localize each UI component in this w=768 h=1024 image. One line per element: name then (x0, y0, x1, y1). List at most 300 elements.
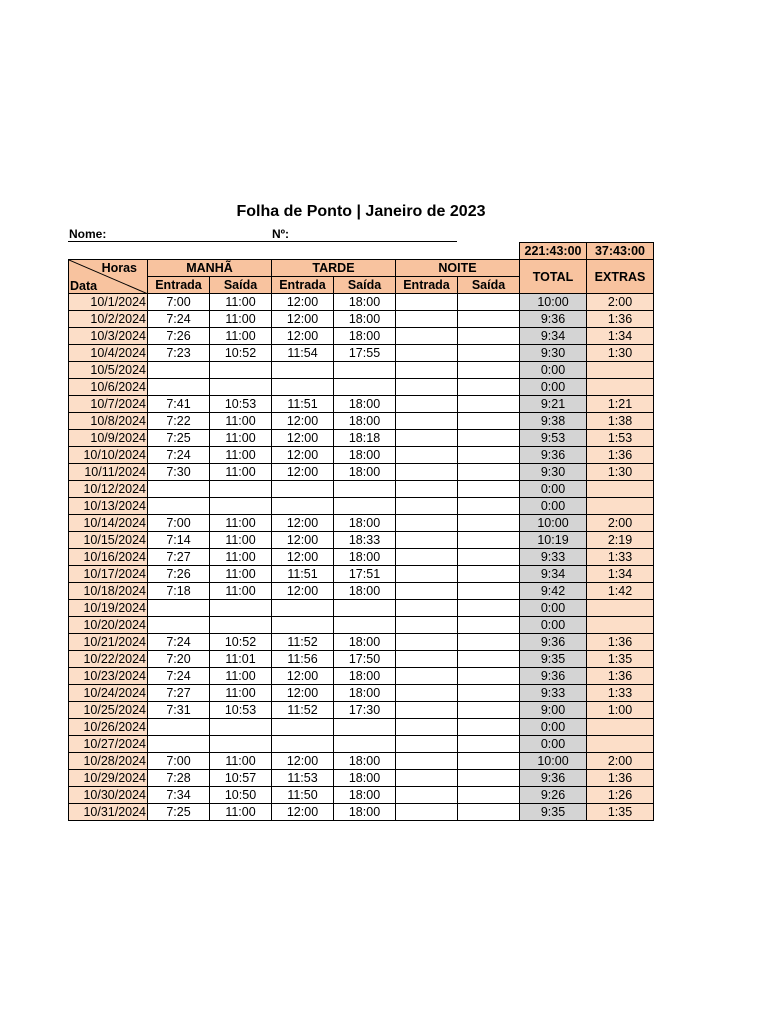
tarde-saida-cell[interactable]: 17:55 (334, 345, 396, 362)
total-cell[interactable]: 0:00 (520, 719, 587, 736)
tarde-entrada-cell[interactable] (272, 362, 334, 379)
table-row (69, 634, 654, 651)
tarde-saida-cell[interactable]: 18:00 (334, 583, 396, 600)
tarde-entrada-cell[interactable] (272, 379, 334, 396)
tarde-header: TARDE (272, 260, 396, 277)
noite-entrada-cell[interactable] (396, 583, 458, 600)
tarde-entrada-cell[interactable]: 12:00 (272, 583, 334, 600)
manha-saida-cell[interactable]: 11:00 (210, 464, 272, 481)
total-cell[interactable]: 0:00 (520, 362, 587, 379)
total-cell[interactable]: 9:21 (520, 396, 587, 413)
date-cell[interactable]: 10/5/2024 (69, 362, 148, 379)
noite-entrada-cell[interactable] (396, 430, 458, 447)
noite-entrada-cell[interactable] (396, 685, 458, 702)
table-row (69, 668, 654, 685)
noite-entrada-header: Entrada (396, 277, 458, 294)
noite-saida-cell[interactable] (458, 413, 520, 430)
manha-saida-cell[interactable]: 11:00 (210, 430, 272, 447)
manha-entrada-cell[interactable]: 7:27 (148, 549, 210, 566)
extras-cell[interactable]: 1:42 (587, 583, 654, 600)
noite-saida-cell[interactable] (458, 634, 520, 651)
manha-entrada-cell[interactable]: 7:25 (148, 430, 210, 447)
date-cell[interactable]: 10/9/2024 (69, 430, 148, 447)
manha-saida-cell[interactable]: 11:00 (210, 753, 272, 770)
extras-cell[interactable] (587, 736, 654, 753)
noite-entrada-cell[interactable] (396, 515, 458, 532)
noite-entrada-cell[interactable] (396, 668, 458, 685)
extras-cell[interactable]: 1:36 (587, 668, 654, 685)
manha-saida-cell[interactable] (210, 600, 272, 617)
noite-saida-cell[interactable] (458, 481, 520, 498)
date-cell[interactable]: 10/16/2024 (69, 549, 148, 566)
tarde-entrada-cell[interactable]: 12:00 (272, 753, 334, 770)
noite-entrada-cell[interactable] (396, 379, 458, 396)
date-cell[interactable]: 10/24/2024 (69, 685, 148, 702)
date-cell[interactable]: 10/13/2024 (69, 498, 148, 515)
total-cell[interactable]: 10:00 (520, 294, 587, 311)
manha-entrada-cell[interactable]: 7:24 (148, 311, 210, 328)
extras-cell[interactable] (587, 719, 654, 736)
noite-saida-cell[interactable] (458, 311, 520, 328)
noite-saida-cell[interactable] (458, 804, 520, 821)
tarde-saida-cell[interactable]: 18:00 (334, 328, 396, 345)
noite-entrada-cell[interactable] (396, 600, 458, 617)
noite-saida-cell[interactable] (458, 430, 520, 447)
name-field[interactable] (68, 226, 457, 242)
manha-entrada-cell[interactable] (148, 719, 210, 736)
noite-entrada-cell[interactable] (396, 294, 458, 311)
tarde-saida-cell[interactable]: 18:33 (334, 532, 396, 549)
noite-saida-cell[interactable] (458, 447, 520, 464)
tarde-saida-cell[interactable] (334, 719, 396, 736)
date-cell[interactable]: 10/29/2024 (69, 770, 148, 787)
manha-saida-cell[interactable]: 10:53 (210, 702, 272, 719)
noite-entrada-cell[interactable] (396, 617, 458, 634)
manha-saida-cell[interactable] (210, 379, 272, 396)
tarde-saida-cell[interactable]: 18:00 (334, 685, 396, 702)
tarde-entrada-cell[interactable]: 11:52 (272, 702, 334, 719)
total-header: TOTAL (520, 260, 587, 294)
manha-saida-cell[interactable]: 11:00 (210, 515, 272, 532)
table-row (69, 804, 654, 821)
tarde-entrada-cell[interactable]: 12:00 (272, 668, 334, 685)
tarde-saida-cell[interactable]: 18:00 (334, 464, 396, 481)
manha-entrada-cell[interactable]: 7:00 (148, 294, 210, 311)
date-cell[interactable]: 10/7/2024 (69, 396, 148, 413)
manha-saida-cell[interactable]: 10:50 (210, 787, 272, 804)
extras-cell[interactable]: 2:00 (587, 515, 654, 532)
manha-saida-cell[interactable]: 11:00 (210, 447, 272, 464)
extras-cell[interactable]: 1:35 (587, 651, 654, 668)
noite-saida-cell[interactable] (458, 583, 520, 600)
tarde-entrada-cell[interactable] (272, 736, 334, 753)
extras-cell[interactable] (587, 481, 654, 498)
noite-entrada-cell[interactable] (396, 804, 458, 821)
tarde-entrada-cell[interactable]: 12:00 (272, 804, 334, 821)
table-row (69, 566, 654, 583)
extras-cell[interactable]: 1:34 (587, 566, 654, 583)
table-row (69, 617, 654, 634)
noite-saida-cell[interactable] (458, 464, 520, 481)
extras-cell[interactable]: 2:00 (587, 753, 654, 770)
noite-entrada-cell[interactable] (396, 447, 458, 464)
total-cell[interactable]: 9:34 (520, 328, 587, 345)
table-row (69, 787, 654, 804)
noite-saida-cell[interactable] (458, 379, 520, 396)
manha-entrada-cell[interactable]: 7:18 (148, 583, 210, 600)
extras-cell[interactable] (587, 498, 654, 515)
manha-entrada-cell[interactable] (148, 362, 210, 379)
manha-saida-cell[interactable]: 11:00 (210, 685, 272, 702)
tarde-entrada-cell[interactable]: 12:00 (272, 294, 334, 311)
tarde-saida-cell[interactable]: 18:00 (334, 294, 396, 311)
noite-saida-cell[interactable] (458, 294, 520, 311)
number-label: Nº: (272, 227, 290, 241)
date-cell[interactable]: 10/3/2024 (69, 328, 148, 345)
extras-cell[interactable]: 1:38 (587, 413, 654, 430)
date-cell[interactable]: 10/2/2024 (69, 311, 148, 328)
extras-cell[interactable]: 1:30 (587, 464, 654, 481)
manha-saida-cell[interactable] (210, 617, 272, 634)
extras-cell[interactable] (587, 600, 654, 617)
manha-saida-cell[interactable]: 11:00 (210, 532, 272, 549)
date-cell[interactable]: 10/25/2024 (69, 702, 148, 719)
total-cell[interactable]: 10:19 (520, 532, 587, 549)
date-cell[interactable]: 10/20/2024 (69, 617, 148, 634)
tarde-saida-cell[interactable]: 18:00 (334, 634, 396, 651)
noite-entrada-cell[interactable] (396, 566, 458, 583)
total-cell[interactable]: 0:00 (520, 379, 587, 396)
table-row (69, 379, 654, 396)
tarde-entrada-cell[interactable]: 12:00 (272, 447, 334, 464)
extras-cell[interactable]: 1:33 (587, 549, 654, 566)
total-cell[interactable]: 9:36 (520, 447, 587, 464)
extras-cell[interactable]: 1:34 (587, 328, 654, 345)
tarde-saida-cell[interactable]: 18:00 (334, 770, 396, 787)
noite-entrada-cell[interactable] (396, 736, 458, 753)
extras-cell[interactable]: 1:36 (587, 634, 654, 651)
noite-entrada-cell[interactable] (396, 311, 458, 328)
noite-saida-cell[interactable] (458, 362, 520, 379)
noite-entrada-cell[interactable] (396, 481, 458, 498)
tarde-entrada-cell[interactable]: 12:00 (272, 328, 334, 345)
total-cell[interactable]: 9:35 (520, 651, 587, 668)
tarde-entrada-cell[interactable] (272, 481, 334, 498)
manha-entrada-cell[interactable]: 7:26 (148, 328, 210, 345)
extras-cell[interactable] (587, 379, 654, 396)
extras-cell[interactable]: 1:36 (587, 770, 654, 787)
date-cell[interactable]: 10/22/2024 (69, 651, 148, 668)
extras-cell[interactable]: 1:36 (587, 447, 654, 464)
noite-entrada-cell[interactable] (396, 634, 458, 651)
total-cell[interactable]: 9:36 (520, 770, 587, 787)
tarde-saida-cell[interactable]: 17:51 (334, 566, 396, 583)
total-cell[interactable]: 9:35 (520, 804, 587, 821)
noite-entrada-cell[interactable] (396, 464, 458, 481)
noite-entrada-cell[interactable] (396, 532, 458, 549)
table-row (69, 770, 654, 787)
total-cell[interactable]: 0:00 (520, 617, 587, 634)
manha-entrada-cell[interactable] (148, 379, 210, 396)
extras-cell[interactable]: 1:21 (587, 396, 654, 413)
tarde-entrada-cell[interactable]: 11:52 (272, 634, 334, 651)
tarde-saida-cell[interactable] (334, 379, 396, 396)
total-cell[interactable]: 9:36 (520, 634, 587, 651)
noite-saida-cell[interactable] (458, 770, 520, 787)
date-cell[interactable]: 10/27/2024 (69, 736, 148, 753)
date-cell[interactable]: 10/11/2024 (69, 464, 148, 481)
manha-entrada-cell[interactable]: 7:24 (148, 668, 210, 685)
date-cell[interactable]: 10/18/2024 (69, 583, 148, 600)
total-cell[interactable]: 0:00 (520, 600, 587, 617)
extras-cell[interactable] (587, 362, 654, 379)
total-cell[interactable]: 9:34 (520, 566, 587, 583)
noite-saida-cell[interactable] (458, 345, 520, 362)
manha-entrada-cell[interactable] (148, 481, 210, 498)
manha-entrada-cell[interactable]: 7:20 (148, 651, 210, 668)
tarde-saida-cell[interactable] (334, 362, 396, 379)
manha-entrada-cell[interactable]: 7:41 (148, 396, 210, 413)
manha-saida-cell[interactable]: 11:01 (210, 651, 272, 668)
total-cell[interactable]: 9:33 (520, 549, 587, 566)
noite-entrada-cell[interactable] (396, 702, 458, 719)
manha-entrada-cell[interactable] (148, 498, 210, 515)
extras-cell[interactable]: 1:26 (587, 787, 654, 804)
manha-entrada-cell[interactable]: 7:24 (148, 634, 210, 651)
noite-entrada-cell[interactable] (396, 362, 458, 379)
tarde-entrada-cell[interactable] (272, 719, 334, 736)
tarde-saida-cell[interactable]: 18:00 (334, 753, 396, 770)
date-cell[interactable]: 10/23/2024 (69, 668, 148, 685)
noite-saida-cell[interactable] (458, 651, 520, 668)
table-row (69, 549, 654, 566)
tarde-saida-cell[interactable]: 17:50 (334, 651, 396, 668)
manha-saida-cell[interactable]: 11:00 (210, 566, 272, 583)
manha-saida-cell[interactable]: 11:00 (210, 311, 272, 328)
tarde-saida-cell[interactable]: 18:00 (334, 396, 396, 413)
manha-saida-cell[interactable] (210, 481, 272, 498)
tarde-saida-cell[interactable]: 18:18 (334, 430, 396, 447)
tarde-entrada-cell[interactable]: 12:00 (272, 430, 334, 447)
manha-entrada-cell[interactable]: 7:30 (148, 464, 210, 481)
manha-entrada-cell[interactable]: 7:28 (148, 770, 210, 787)
tarde-entrada-cell[interactable]: 12:00 (272, 464, 334, 481)
manha-saida-cell[interactable]: 11:00 (210, 668, 272, 685)
tarde-saida-cell[interactable]: 18:00 (334, 804, 396, 821)
total-cell[interactable]: 0:00 (520, 736, 587, 753)
noite-saida-cell[interactable] (458, 719, 520, 736)
tarde-entrada-cell[interactable] (272, 600, 334, 617)
manha-saida-cell[interactable]: 10:57 (210, 770, 272, 787)
manha-saida-cell[interactable] (210, 362, 272, 379)
manha-saida-cell[interactable]: 11:00 (210, 328, 272, 345)
manha-entrada-cell[interactable]: 7:22 (148, 413, 210, 430)
extras-cell[interactable]: 2:00 (587, 294, 654, 311)
tarde-saida-cell[interactable] (334, 617, 396, 634)
tarde-saida-cell[interactable]: 18:00 (334, 668, 396, 685)
tarde-entrada-cell[interactable]: 11:54 (272, 345, 334, 362)
date-cell[interactable]: 10/1/2024 (69, 294, 148, 311)
total-cell[interactable]: 9:30 (520, 345, 587, 362)
noite-saida-cell[interactable] (458, 600, 520, 617)
name-label: Nome: (69, 227, 107, 241)
total-cell[interactable]: 9:00 (520, 702, 587, 719)
noite-saida-cell[interactable] (458, 668, 520, 685)
manha-saida-cell[interactable] (210, 498, 272, 515)
manha-saida-cell[interactable]: 11:00 (210, 583, 272, 600)
noite-entrada-cell[interactable] (396, 787, 458, 804)
tarde-entrada-cell[interactable]: 12:00 (272, 413, 334, 430)
date-cell[interactable]: 10/10/2024 (69, 447, 148, 464)
noite-entrada-cell[interactable] (396, 396, 458, 413)
noite-saida-cell[interactable] (458, 736, 520, 753)
table-row (69, 515, 654, 532)
manha-entrada-cell[interactable]: 7:23 (148, 345, 210, 362)
manha-entrada-cell[interactable]: 7:00 (148, 753, 210, 770)
tarde-entrada-cell[interactable]: 12:00 (272, 515, 334, 532)
tarde-saida-cell[interactable] (334, 736, 396, 753)
table-row (69, 685, 654, 702)
total-cell[interactable]: 9:36 (520, 668, 587, 685)
tarde-entrada-cell[interactable]: 12:00 (272, 532, 334, 549)
total-cell[interactable]: 9:26 (520, 787, 587, 804)
table-row (69, 311, 654, 328)
date-cell[interactable]: 10/6/2024 (69, 379, 148, 396)
noite-entrada-cell[interactable] (396, 770, 458, 787)
manha-saida-cell[interactable]: 11:00 (210, 413, 272, 430)
manha-entrada-cell[interactable]: 7:27 (148, 685, 210, 702)
manha-entrada-cell[interactable]: 7:25 (148, 804, 210, 821)
date-cell[interactable]: 10/28/2024 (69, 753, 148, 770)
noite-saida-cell[interactable] (458, 549, 520, 566)
date-cell[interactable]: 10/4/2024 (69, 345, 148, 362)
manha-entrada-cell[interactable] (148, 600, 210, 617)
date-cell[interactable]: 10/14/2024 (69, 515, 148, 532)
tarde-saida-cell[interactable]: 18:00 (334, 413, 396, 430)
tarde-saida-cell[interactable]: 18:00 (334, 447, 396, 464)
noite-entrada-cell[interactable] (396, 498, 458, 515)
manha-saida-cell[interactable]: 11:00 (210, 804, 272, 821)
noite-entrada-cell[interactable] (396, 549, 458, 566)
tarde-entrada-cell[interactable]: 12:00 (272, 685, 334, 702)
noite-saida-cell[interactable] (458, 685, 520, 702)
extras-cell[interactable]: 1:30 (587, 345, 654, 362)
extras-cell[interactable]: 1:53 (587, 430, 654, 447)
noite-entrada-cell[interactable] (396, 345, 458, 362)
manha-entrada-cell[interactable]: 7:00 (148, 515, 210, 532)
noite-saida-cell[interactable] (458, 787, 520, 804)
tarde-saida-cell[interactable] (334, 481, 396, 498)
manha-entrada-cell[interactable]: 7:24 (148, 447, 210, 464)
manha-saida-cell[interactable]: 10:53 (210, 396, 272, 413)
noite-saida-cell[interactable] (458, 328, 520, 345)
noite-saida-cell[interactable] (458, 532, 520, 549)
total-cell[interactable]: 10:00 (520, 753, 587, 770)
extras-cell[interactable]: 1:36 (587, 311, 654, 328)
noite-saida-cell[interactable] (458, 753, 520, 770)
tarde-entrada-cell[interactable]: 11:50 (272, 787, 334, 804)
manha-saida-cell[interactable]: 11:00 (210, 549, 272, 566)
manha-saida-header: Saída (210, 277, 272, 294)
extras-cell[interactable]: 1:00 (587, 702, 654, 719)
tarde-entrada-cell[interactable]: 11:53 (272, 770, 334, 787)
table-row (69, 464, 654, 481)
date-cell[interactable]: 10/30/2024 (69, 787, 148, 804)
tarde-entrada-cell[interactable]: 11:51 (272, 396, 334, 413)
manha-entrada-cell[interactable] (148, 736, 210, 753)
date-cell[interactable]: 10/8/2024 (69, 413, 148, 430)
date-cell[interactable]: 10/19/2024 (69, 600, 148, 617)
date-cell[interactable]: 10/21/2024 (69, 634, 148, 651)
tarde-saida-cell[interactable]: 18:00 (334, 311, 396, 328)
total-cell[interactable]: 9:38 (520, 413, 587, 430)
noite-saida-cell[interactable] (458, 498, 520, 515)
total-cell[interactable]: 10:00 (520, 515, 587, 532)
noite-entrada-cell[interactable] (396, 328, 458, 345)
noite-entrada-cell[interactable] (396, 413, 458, 430)
tarde-entrada-cell[interactable]: 11:56 (272, 651, 334, 668)
total-cell[interactable]: 9:36 (520, 311, 587, 328)
tarde-entrada-cell[interactable]: 11:51 (272, 566, 334, 583)
date-cell[interactable]: 10/17/2024 (69, 566, 148, 583)
extras-cell[interactable]: 2:19 (587, 532, 654, 549)
noite-saida-cell[interactable] (458, 396, 520, 413)
tarde-entrada-cell[interactable]: 12:00 (272, 311, 334, 328)
tarde-saida-cell[interactable]: 17:30 (334, 702, 396, 719)
noite-saida-cell[interactable] (458, 566, 520, 583)
manha-saida-cell[interactable] (210, 719, 272, 736)
manha-entrada-cell[interactable]: 7:31 (148, 702, 210, 719)
tarde-saida-cell[interactable]: 18:00 (334, 787, 396, 804)
date-cell[interactable]: 10/15/2024 (69, 532, 148, 549)
total-cell[interactable]: 9:30 (520, 464, 587, 481)
noite-entrada-cell[interactable] (396, 753, 458, 770)
total-cell[interactable]: 9:42 (520, 583, 587, 600)
noite-saida-cell[interactable] (458, 702, 520, 719)
total-cell[interactable]: 0:00 (520, 481, 587, 498)
manha-saida-cell[interactable] (210, 736, 272, 753)
date-cell[interactable]: 10/12/2024 (69, 481, 148, 498)
tarde-entrada-cell[interactable]: 12:00 (272, 549, 334, 566)
date-cell[interactable]: 10/26/2024 (69, 719, 148, 736)
extras-cell[interactable]: 1:35 (587, 804, 654, 821)
noite-saida-cell[interactable] (458, 617, 520, 634)
date-cell[interactable]: 10/31/2024 (69, 804, 148, 821)
total-cell[interactable]: 9:33 (520, 685, 587, 702)
manha-saida-cell[interactable]: 10:52 (210, 634, 272, 651)
manha-entrada-cell[interactable] (148, 617, 210, 634)
manha-saida-cell[interactable]: 11:00 (210, 294, 272, 311)
tarde-saida-cell[interactable]: 18:00 (334, 549, 396, 566)
table-row (69, 345, 654, 362)
manha-saida-cell[interactable]: 10:52 (210, 345, 272, 362)
manha-entrada-cell[interactable]: 7:26 (148, 566, 210, 583)
extras-cell[interactable] (587, 617, 654, 634)
tarde-saida-cell[interactable]: 18:00 (334, 515, 396, 532)
noite-entrada-cell[interactable] (396, 719, 458, 736)
tarde-entrada-cell[interactable] (272, 498, 334, 515)
extras-cell[interactable]: 1:33 (587, 685, 654, 702)
noite-saida-cell[interactable] (458, 515, 520, 532)
noite-entrada-cell[interactable] (396, 651, 458, 668)
total-cell[interactable]: 0:00 (520, 498, 587, 515)
total-cell[interactable]: 9:53 (520, 430, 587, 447)
tarde-saida-cell[interactable] (334, 498, 396, 515)
manha-entrada-cell[interactable]: 7:14 (148, 532, 210, 549)
manha-entrada-cell[interactable]: 7:34 (148, 787, 210, 804)
tarde-saida-cell[interactable] (334, 600, 396, 617)
tarde-entrada-cell[interactable] (272, 617, 334, 634)
